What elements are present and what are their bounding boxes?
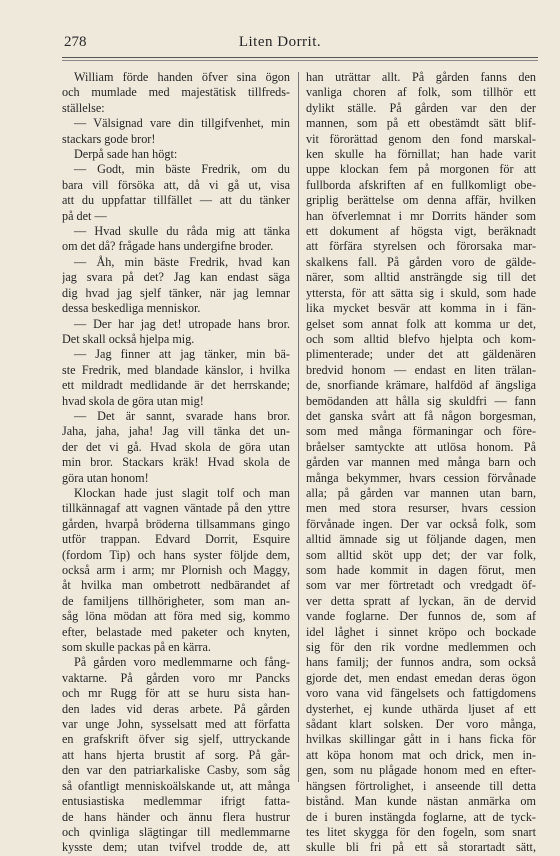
- text-line: hans familj; der funnos andra, som också: [306, 655, 536, 670]
- text-line: förvånade ingen. Der var också folk, som: [306, 516, 536, 531]
- text-line: att köpa honom mat och drick, men in-: [306, 747, 536, 762]
- text-line: min bror. Stackars kräk! Hvad skola de: [62, 455, 290, 470]
- text-line: — Det är sannt, svarade hans bror.: [74, 408, 290, 423]
- text-line: — Jag finner att jag tänker, min bä-: [74, 347, 290, 362]
- text-line: — Der har jag det! utropade hans bror.: [74, 316, 290, 331]
- text-line: dysterhet, ej kunde uthärda ljuset af ett: [306, 701, 536, 716]
- text-line: åt hvilka man ombetrott nedbärandet af: [62, 578, 290, 593]
- text-line: griplig berättelse om denna affär, hvilken: [306, 193, 536, 208]
- text-line: bemödanden att hålla sig skuldfri — fann: [306, 393, 536, 408]
- text-line: den lades vid deras arbete. På gården: [62, 701, 290, 716]
- header-rule-secondary: [62, 60, 538, 61]
- text-line: dig hvad jag sjelf tänker, när jag lemnar: [62, 285, 290, 300]
- text-line: voro vana vid fängelsets och fattigdomens: [306, 686, 536, 701]
- text-line: var unge John, sysselsatt med att författa: [62, 717, 290, 732]
- text-line: han öfverlemnat i mr Dorrits händer som: [306, 208, 536, 223]
- text-line: men med stora resurser, hvars cession: [306, 501, 536, 516]
- text-line: — Välsignad vare din tillgifvenhet, min: [74, 116, 290, 131]
- text-line: dylikt ställe. På gården var den der: [306, 100, 536, 115]
- text-line: (fordom Tip) och hans syster följde dem,: [62, 547, 290, 562]
- text-line: tes litet skygga för den fogeln, som snart: [306, 824, 536, 839]
- text-line: ett mildradt medlidande är det herrskande;: [62, 378, 290, 393]
- text-line: att hans hjerta brustit af sorg. På går-: [62, 747, 290, 762]
- text-line: vit förorättad genom den fond marskal-: [306, 131, 536, 146]
- text-line: der det vi gå. Hvad skola de göra utan: [62, 439, 290, 454]
- text-line: utför trappan. Edvard Dorrit, Esquire: [62, 532, 290, 547]
- left-column: [62, 70, 290, 856]
- header-rule: [62, 57, 538, 58]
- text-line: bara vill försöka att, då vi gå ut, visa: [62, 177, 290, 192]
- text-line: fullborda afskriften af en fullkomligt obe-: [306, 177, 536, 192]
- text-line: Jaha, jaha, jaha! Jag vill tänka det un-: [62, 424, 290, 439]
- text-line: de, snorfiande krämare, halfdöd af ängsliga: [306, 378, 536, 393]
- text-line: plimenterade; under det att gäldenären: [306, 347, 536, 362]
- text-line: kysste dem; utan tvifvel trodde de, att: [62, 840, 290, 855]
- text-line: att förfära styrelsen och förorsaka mar-: [306, 239, 536, 254]
- text-line: på det —: [62, 208, 107, 223]
- text-line: såg löna mödan att föra med sig, kommo: [62, 609, 290, 624]
- text-line: På gården voro medlemmarne och fång-: [74, 655, 290, 670]
- text-line: hvilkas skillingar gått in i hans ficka för: [306, 732, 536, 747]
- text-line: skalkens fall. På gården voro de gälde-: [306, 254, 536, 269]
- text-line: om det då? frågade hans undergifne broder.: [62, 239, 274, 254]
- text-line: stackars gode bror!: [62, 131, 156, 146]
- text-line: bredvid honom — endast en liten trälan-: [306, 362, 536, 377]
- text-line: jag svara på det? Jag kan endast säga: [62, 270, 290, 285]
- text-line: — Hvad skulle du råda mig att tänka: [74, 224, 290, 239]
- text-line: närer, som alltid ansträngde sig till det: [306, 270, 536, 285]
- text-line: gården, hvarpå bröderna tillsammans gingo: [62, 516, 290, 531]
- text-line: hvad skola de göra utan mig!: [62, 393, 204, 408]
- text-line: sig för den rik vordne medlemmen och: [306, 640, 536, 655]
- text-line: många bekymmer, hvars cession förvånade: [306, 470, 536, 485]
- text-line: — Åh, min bäste Fredrik, hvad kan: [74, 254, 290, 269]
- text-line: som med många förmaningar och före-: [306, 424, 536, 439]
- text-line: och qvinliga slägtingar till medlemmarne: [62, 824, 290, 839]
- text-line: Det skall också hjelpa mig.: [62, 331, 195, 346]
- text-line: skulle bli fri på ett så storartadt sätt,: [306, 840, 536, 855]
- text-line: de hans händer och ännu flera hustrur: [62, 809, 290, 824]
- text-line: gen, som nu plågade honom med en efter-: [306, 763, 536, 778]
- right-column: [306, 70, 536, 856]
- text-line: ver detta spratt af lyckan, än de dervid: [306, 593, 536, 608]
- text-line: så ofantligt menniskoälskande ut, att många: [62, 778, 290, 793]
- text-line: Derpå sade han högt:: [74, 147, 178, 162]
- text-line: ställelse:: [62, 100, 105, 115]
- page-number: 278: [64, 34, 87, 50]
- text-line: sådant klart solsken. Der voro många,: [306, 717, 536, 732]
- text-line: som alltid sköt upp det; der var folk,: [306, 547, 536, 562]
- text-line: den var den patriarkaliske Casby, som såg: [62, 763, 290, 778]
- text-line: bråelser samtyckte att utlösa honom. På: [306, 439, 536, 454]
- text-line: vaktarne. På gården voro mr Pancks: [62, 670, 290, 685]
- text-line: en grafskrift öfver sig sjelf, uttryckande: [62, 732, 290, 747]
- column-divider: [298, 72, 299, 782]
- text-line: som var mer förtretadt och vredgadt öf-: [306, 578, 536, 593]
- text-line: bistånd. Man kunde nästan anmärka om: [306, 794, 536, 809]
- text-line: och som alltid blefvo hjelpta och kom-: [306, 331, 536, 346]
- text-line: de i buren instängda foglarne, att de tyck-: [306, 809, 536, 824]
- text-line: yttersta, för att sätta sig i skuld, som hade: [306, 285, 536, 300]
- text-line: gelset som annat folk att komma ur det,: [306, 316, 536, 331]
- text-line: det ganska svårt att få någon borgesman,: [306, 408, 536, 423]
- text-line: dessa beskedliga menniskor.: [62, 301, 201, 316]
- text-line: ett dokument af högsta vigt, beräknadt: [306, 224, 536, 239]
- text-line: som hade kommit in dagen förut, men: [306, 563, 536, 577]
- text-line: och mr Rugg för att se huru sista han-: [62, 686, 290, 701]
- text-line: mannen, som på ett obestämdt sätt blif-: [306, 116, 536, 131]
- text-line: efter, belastade med paketer och knyten,: [62, 624, 290, 639]
- text-line: att du uppfattar tillfället — att du tänker: [62, 193, 290, 208]
- text-line: han uträttar allt. På gården fanns den: [306, 70, 536, 84]
- text-line: de familjens tillhörigheter, som man an-: [62, 593, 290, 608]
- text-line: och mumlade med majestätisk tillfreds-: [62, 85, 290, 100]
- text-line: entusiastiska medlemmar ifrigt fatta-: [62, 794, 290, 809]
- text-line: gjorde det, men endast emedan deras ögon: [306, 670, 536, 685]
- text-line: också arm i arm; mr Plornish och Maggy,: [62, 563, 290, 577]
- text-line: — Godt, min bäste Fredrik, om du: [74, 162, 290, 177]
- text-line: vande foglarne. Der funnos de, som af: [306, 609, 536, 624]
- text-line: göra utan honom!: [62, 470, 149, 485]
- text-line: tillkännagaf att vagnen väntade på den yttre: [62, 501, 290, 516]
- text-line: lika mycket besvär att komma in i fän-: [306, 301, 536, 316]
- text-line: gården var mannen med många barn och: [306, 455, 536, 470]
- text-line: som skulle packas på en kärra.: [62, 640, 211, 655]
- text-line: uppe klockan fem på morgonen för att: [306, 162, 536, 177]
- text-line: idel låghet i sinnet kröpo och bockade: [306, 624, 536, 639]
- text-line: alla; på gården var mannen utan barn,: [306, 485, 536, 500]
- text-line: alltid ämnade sig ut följande dagen, men: [306, 532, 536, 547]
- text-line: ste Fredrik, med blandade känslor, i hvilka: [62, 362, 290, 377]
- text-line: William förde handen öfver sina ögon: [74, 70, 290, 84]
- text-line: ken skulle ha förnillat; han hade varit: [306, 147, 536, 162]
- running-title: Liten Dorrit.: [238, 34, 322, 50]
- text-line: Klockan hade just slagit tolf och man: [74, 485, 290, 500]
- text-line: hängsen förtrolighet, i anseende till detta: [306, 778, 536, 793]
- text-line: vanliga choren af folk, som tillhör ett: [306, 85, 536, 100]
